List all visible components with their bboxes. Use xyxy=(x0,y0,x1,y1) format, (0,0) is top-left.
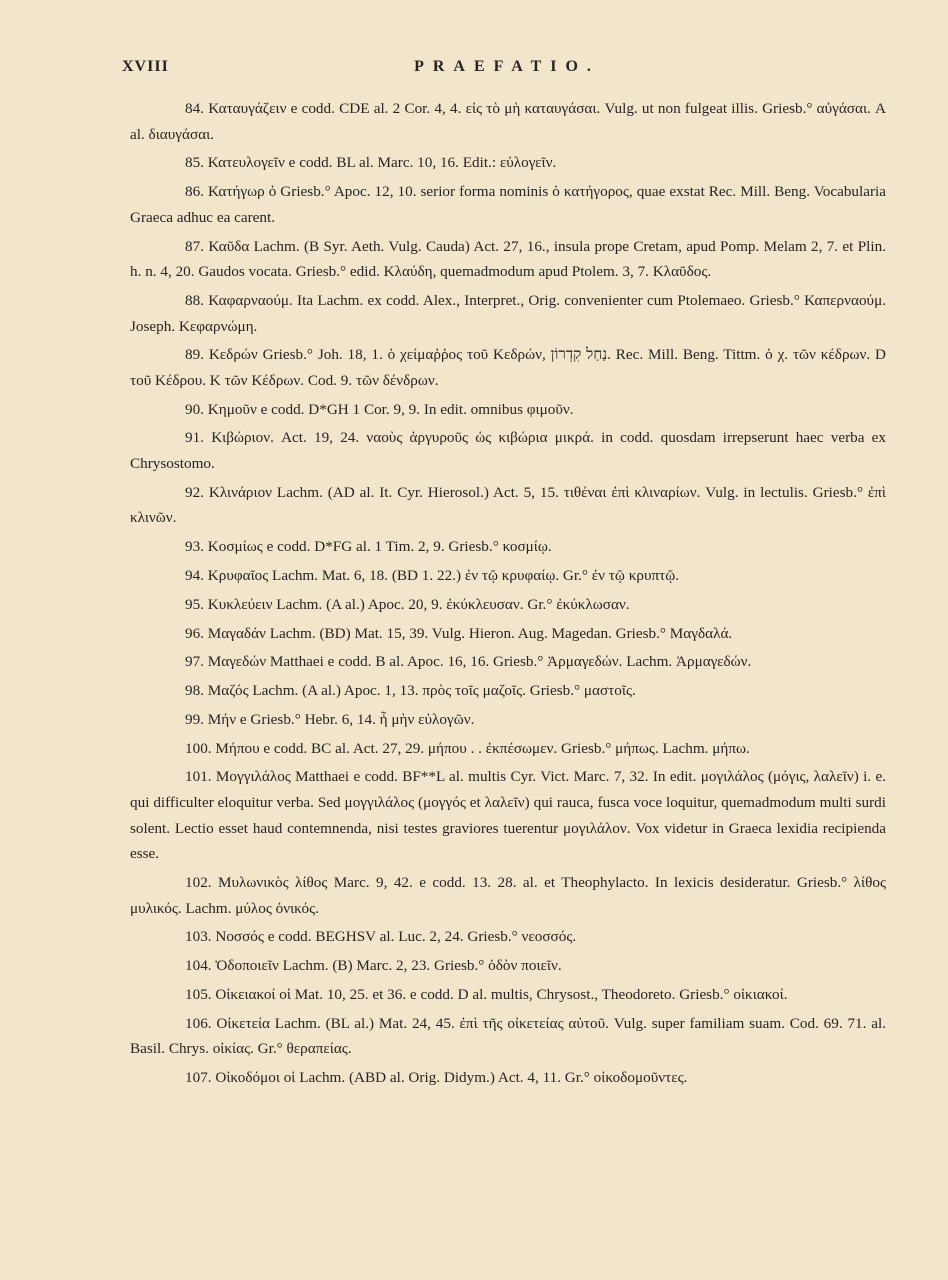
entry-number: 94. xyxy=(185,566,204,584)
entry-text: Μήν e Griesb.° Hebr. 6, 14. ἦ μὴν εὐλογῶν. xyxy=(207,710,475,728)
entry xyxy=(130,764,886,866)
entry-number: 88. xyxy=(185,291,204,309)
entry-text: Μήπου e codd. BC al. Act. 27, 29. μήπου . . ἐκπέσωμεν. Griesb.° μήπως. Lachm. μήπω. xyxy=(215,739,750,757)
entry xyxy=(130,678,886,704)
entry xyxy=(130,707,886,733)
entry xyxy=(130,234,886,285)
entry-text: Ὁδοποιεῖν Lachm. (B) Marc. 2, 23. Griesb.° ὁδὸν ποιεῖν. xyxy=(215,957,562,975)
entry-text: Νοσσός e codd. BEGHSV al. Luc. 2, 24. Griesb.° νεοσσός. xyxy=(215,928,577,946)
entry-number: 90. xyxy=(185,400,204,418)
entry-text: Καταυγάζειν e codd. CDE al. 2 Cor. 4, 4. εἰς τὸ μὴ καταυγάσαι. Vulg. ut non fulgeat illis. Griesb.° αὐγάσαι. A al. διαυγάσαι. xyxy=(130,100,887,143)
entry xyxy=(130,150,886,176)
running-head: PRAEFATIO. xyxy=(414,58,600,75)
entries-list xyxy=(130,96,886,1094)
entry-number: 93. xyxy=(185,538,204,556)
entry xyxy=(130,649,886,675)
entry-number: 91. xyxy=(185,429,204,447)
entry-number: 100. xyxy=(185,739,212,757)
entry xyxy=(130,870,886,921)
entry-number: 87. xyxy=(185,237,204,255)
entry-text: Κατήγωρ ὁ Griesb.° Apoc. 12, 10. serior forma nominis ὁ κατήγορος, quae exstat Rec. Mill. Beng. Vocabularia Graeca adhuc ea carent. xyxy=(130,183,887,226)
entry-number: 97. xyxy=(185,653,204,671)
entry-text: Κεδρών Griesb.° Joh. 18, 1. ὁ χείμαῤῥος τοῦ Κεδρών, נַחַל קִדְרוֹן. Rec. Mill. Beng. Tittm. ὁ χ. τῶν κέδρων. D τοῦ Κέδρου. K τῶν Κέδρων. Cod. 9. τῶν δένδρων. xyxy=(130,346,886,389)
entry-text: Οἰκειακοί οἱ Mat. 10, 25. et 36. e codd. D al. multis, Chrysost., Theodoreto. Griesb.° οἰκιακοί. xyxy=(215,985,788,1003)
entry-text: Κημοῦν e codd. D*GH 1 Cor. 9, 9. In edit. omnibus φιμοῦν. xyxy=(207,400,574,418)
entry-number: 102. xyxy=(185,874,212,891)
entry-text: Οἰκοδόμοι οἱ Lachm. (ABD al. Orig. Didym.) Act. 4, 11. Gr.° οἰκοδομοῦντες. xyxy=(215,1069,688,1087)
entry xyxy=(130,924,886,950)
entry-number: 89. xyxy=(185,346,204,364)
entry-number: 106. xyxy=(185,1014,212,1032)
entry-text: Κοσμίως e codd. D*FG al. 1 Tim. 2, 9. Griesb.° κοσμίῳ. xyxy=(207,538,552,556)
entry xyxy=(130,1011,886,1062)
entry-number: 104. xyxy=(185,957,212,975)
entry-text: Καφαρναούμ. Ita Lachm. ex codd. Alex., Interpret., Orig. convenienter cum Ptolemaeo. Griesb.° Καπερναούμ. Joseph. Κεφαρνώμη. xyxy=(130,291,887,335)
entry xyxy=(130,736,886,762)
entry xyxy=(130,563,886,589)
entry-number: 92. xyxy=(185,483,204,501)
page-header xyxy=(122,58,892,88)
page-number: XVIII xyxy=(122,58,169,75)
entry xyxy=(130,397,886,423)
entry xyxy=(130,534,886,560)
entry-text: Καῦδα Lachm. (B Syr. Aeth. Vulg. Cauda) Act. 27, 16., insula prope Cretam, apud Pomp. Melam 2, 7. et Plin. h. n. 4, 20. Gaudos vocata. Griesb.° edid. Κλαύδη, quemadmodum apud Ptolem. 3, 7. Κλαῦδος. xyxy=(130,237,887,281)
entry xyxy=(130,982,886,1008)
entry-text: Κρυφαῖος Lachm. Mat. 6, 18. (BD 1. 22.) ἐν τῷ κρυφαίῳ. Gr.° ἐν τῷ κρυπτῷ. xyxy=(207,566,680,584)
entry-text: Οἰκετεία Lachm. (BL al.) Mat. 24, 45. ἐπὶ τῆς οἰκετείας αὐτοῦ. Vulg. super familiam suam. Cod. 69. 71. al. Basil. Chrys. οἰκίας. Gr.° θεραπείας. xyxy=(130,1014,887,1058)
entry-text: Μογγιλάλος Matthaei e codd. BF**L al. multis Cyr. Vict. Marc. 7, 32. In edit. μογιλάλος (μόγις, λαλεῖν) i. e. qui difficulter eloquitur verba. Sed μογγιλάλος (μογγός et λαλεῖν) qui rauca, fusca voce loquitur, quemadmodum multi surdi solent. Lectio esset haud contemnenda, nisi testes graviores tuerentur μογιλάλον. Vox videtur in Graeca lexidia recipienda esse. xyxy=(130,768,886,863)
entry-number: 101. xyxy=(185,768,212,786)
entry-text: Μαγαδάν Lachm. (BD) Mat. 15, 39. Vulg. Hieron. Aug. Magedan. Griesb.° Μαγδαλά. xyxy=(207,624,733,642)
entry xyxy=(130,621,886,647)
entry-number: 85. xyxy=(185,154,204,172)
entry-number: 107. xyxy=(185,1069,212,1087)
entry-number: 84. xyxy=(185,100,204,117)
entry-number: 99. xyxy=(185,710,204,728)
entry-number: 98. xyxy=(185,682,204,700)
entry xyxy=(130,953,886,979)
entry-text: Κλινάριον Lachm. (AD al. It. Cyr. Hierosol.) Act. 5, 15. τιθέναι ἐπὶ κλιναρίων. Vulg. in lectulis. Griesb.° ἐπὶ κλινῶν. xyxy=(130,483,886,527)
entry-number: 103. xyxy=(185,928,212,946)
entry xyxy=(130,179,886,230)
entry-text: Κατευλογεῖν e codd. BL al. Marc. 10, 16. Edit.: εὐλογεῖν. xyxy=(207,154,557,172)
entry-text: Μυλωνικὸς λίθος Marc. 9, 42. e codd. 13. 28. al. et Theophylacto. In lexicis desideratur. Griesb.° λίθος μυλικός. Lachm. μύλος ὀνικός. xyxy=(130,874,886,917)
entry-number: 86. xyxy=(185,183,204,201)
entry xyxy=(130,342,886,393)
entry xyxy=(130,592,886,618)
entry-text: Μαζός Lachm. (A al.) Apoc. 1, 13. πρὸς τοῖς μαζοῖς. Griesb.° μαστοῖς. xyxy=(207,682,636,700)
entry-text: Μαγεδών Matthaei e codd. B al. Apoc. 16, 16. Griesb.° Ἀρμαγεδών. Lachm. Ἁρμαγεδών. xyxy=(207,653,752,671)
entry-number: 96. xyxy=(185,624,204,642)
entry xyxy=(130,425,886,476)
entry xyxy=(130,1065,886,1091)
entry-text: Κιβώριον. Act. 19, 24. ναοὺς ἀργυροῦς ὡς κιβώρια μικρά. in codd. quosdam irrepserunt haec verba ex Chrysostomo. xyxy=(130,429,886,473)
entry-number: 95. xyxy=(185,595,204,613)
entry xyxy=(130,96,886,147)
entry-number: 105. xyxy=(185,985,212,1003)
entry-text: Κυκλεύειν Lachm. (A al.) Apoc. 20, 9. ἐκύκλευσαν. Gr.° ἐκύκλωσαν. xyxy=(207,595,630,613)
entry xyxy=(130,480,886,531)
entry xyxy=(130,288,886,339)
